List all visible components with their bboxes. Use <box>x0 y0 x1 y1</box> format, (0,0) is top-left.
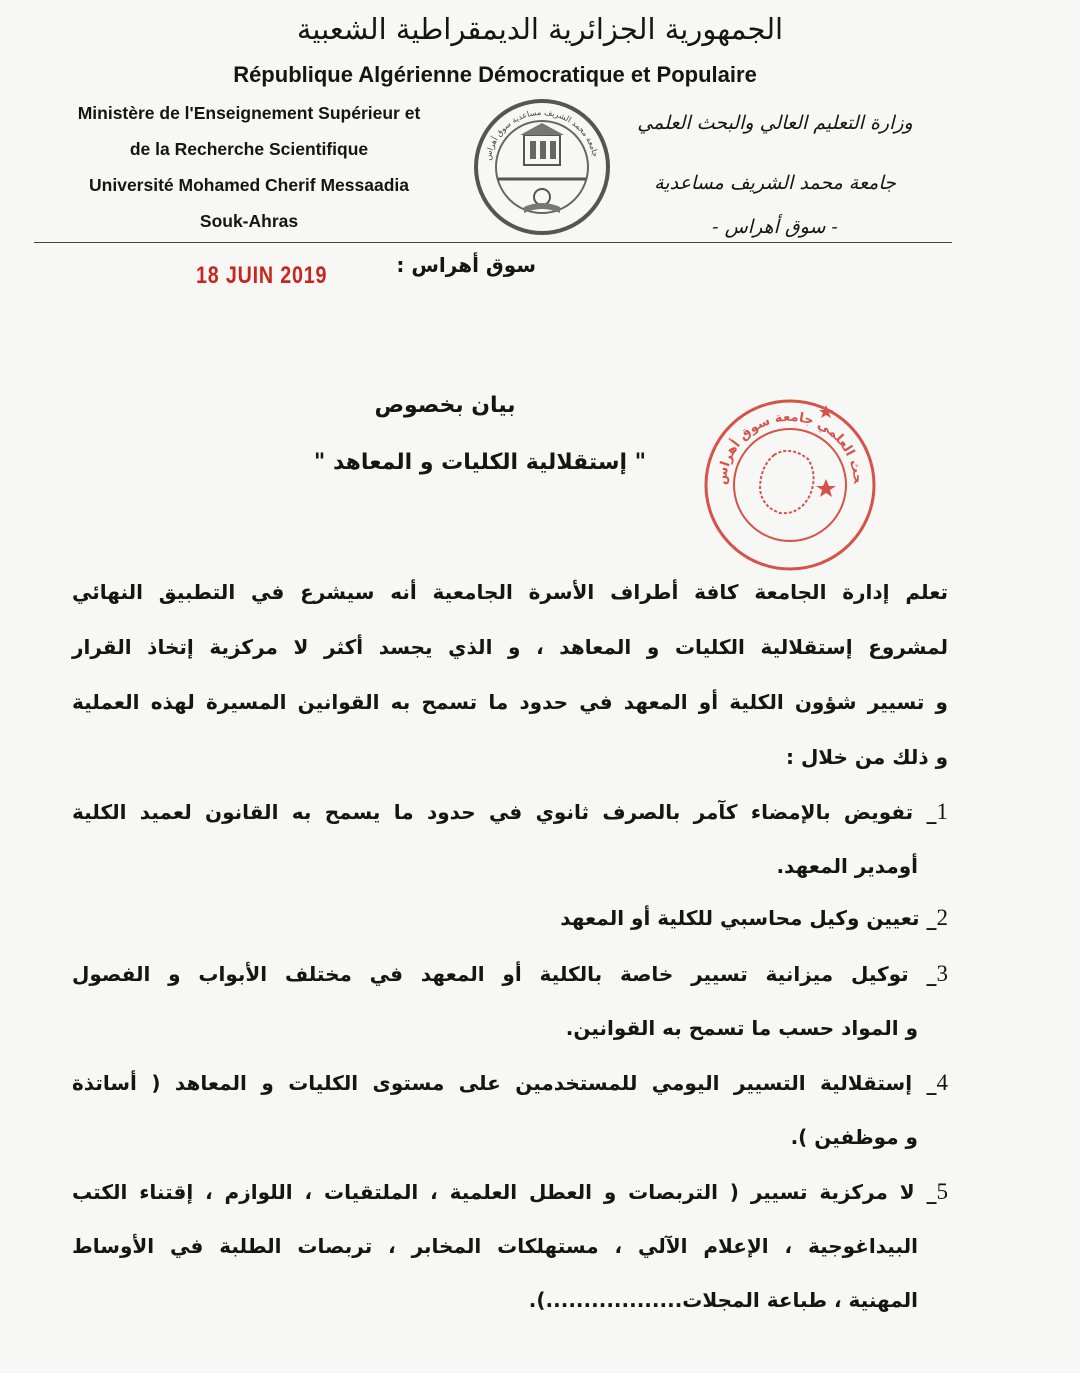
item-number: 2 <box>936 905 948 930</box>
list-item: 4_ إستقلالية التسيير اليومي للمستخدمين على مستوى الكليات و المعاهد ( أساتذة <box>72 1070 948 1095</box>
item-continuation: المهنية ، طباعة المجلات..................). <box>528 1288 918 1312</box>
intro-line: تعلم إدارة الجامعة كافة أطراف الأسرة الجامعية أنه سيشرع في التطبيق النهائي <box>72 580 948 604</box>
item-continuation: و موظفين ). <box>790 1125 918 1149</box>
list-item: 3_ توكيل ميزانية تسيير خاصة بالكلية أو المعهد في مختلف الأبواب و الفصول <box>72 961 949 986</box>
intro-line: لمشروع إستقلالية الكليات و المعاهد ، و الذي يجسد أكثر لا مركزية إتخاذ القرار <box>72 635 948 659</box>
republic-title-ar: الجمهورية الجزائرية الديمقراطية الشعبية <box>296 12 784 46</box>
place-label: سوق أهراس : <box>396 253 536 277</box>
item-text: لا مركزية تسيير ( التربصات و العطل العلمية ، الملتقيات ، اللوازم ، إقتناء الكتب <box>72 1180 915 1204</box>
university-ar: جامعة محمد الشريف مساعدية <box>654 172 896 194</box>
university-logo <box>470 95 615 240</box>
item-text: توكيل ميزانية تسيير خاصة بالكلية أو المعهد في مختلف الأبواب و الفصول <box>72 962 909 986</box>
item-number: 4 <box>936 1070 948 1095</box>
item-continuation: أومدير المعهد. <box>776 854 918 878</box>
item-text: تعيين وكيل محاسبي للكلية أو المعهد <box>560 906 920 930</box>
list-item: 5_ لا مركزية تسيير ( التربصات و العطل العلمية ، الملتقيات ، اللوازم ، إقتناء الكتب <box>72 1179 948 1204</box>
item-number: 5 <box>936 1179 948 1204</box>
item-text: إستقلالية التسيير اليومي للمستخدمين على مستوى الكليات و المعاهد ( أساتذة <box>72 1071 913 1095</box>
list-item: 2_ تعيين وكيل محاسبي للكلية أو المعهد <box>560 905 948 930</box>
svg-text:وزارة التعليم العالي و البحث ا <box>700 395 865 486</box>
item-continuation: و المواد حسب ما تسمح به القوانين. <box>565 1016 918 1040</box>
item-continuation: البيداغوجية ، الإعلام الآلي ، مستهلكات المخابر ، تربصات الطلبة في الأوساط <box>72 1234 918 1258</box>
item-number: 1 <box>936 799 949 824</box>
university-fr: Université Mohamed Cherif Messaadia <box>89 175 409 195</box>
ministry-ar: وزارة التعليم العالي والبحث العلمي <box>637 112 913 134</box>
item-number: 3 <box>936 961 949 986</box>
ministry-fr-line1: Ministère de l'Enseignement Supérieur et <box>77 103 421 123</box>
logo-text: جامعة محمد الشريف مساعدية سوق أهراس <box>483 107 600 161</box>
city-ar: - سوق أهراس - <box>712 216 838 238</box>
statement-title: بيان بخصوص <box>374 393 516 418</box>
date-stamp: 18 JUIN 2019 <box>196 262 328 289</box>
header-divider <box>34 242 952 243</box>
statement-subject: " إستقلالية الكليات و المعاهد " <box>313 450 647 475</box>
item-text: تفويض بالإمضاء كآمر بالصرف ثانوي في حدود ما يسمح به القانون لعميد الكلية <box>72 800 914 824</box>
official-seal <box>700 395 880 575</box>
republic-title-fr: République Algérienne Démocratique et Populaire <box>233 62 757 87</box>
intro-line: و تسيير شؤون الكلية أو المعهد في حدود ما تسمح به القوانين المسيرة لهذه العملية <box>72 690 948 714</box>
ministry-fr-line2: de la Recherche Scientifique <box>129 139 369 159</box>
intro-line: و ذلك من خلال : <box>785 745 948 769</box>
list-item: 1_ تفويض بالإمضاء كآمر بالصرف ثانوي في حدود ما يسمح به القانون لعميد الكلية <box>72 799 949 824</box>
seal-text: حث العلمي جامعة سوق أهراس <box>714 409 866 486</box>
city-fr: Souk-Ahras <box>199 211 299 231</box>
